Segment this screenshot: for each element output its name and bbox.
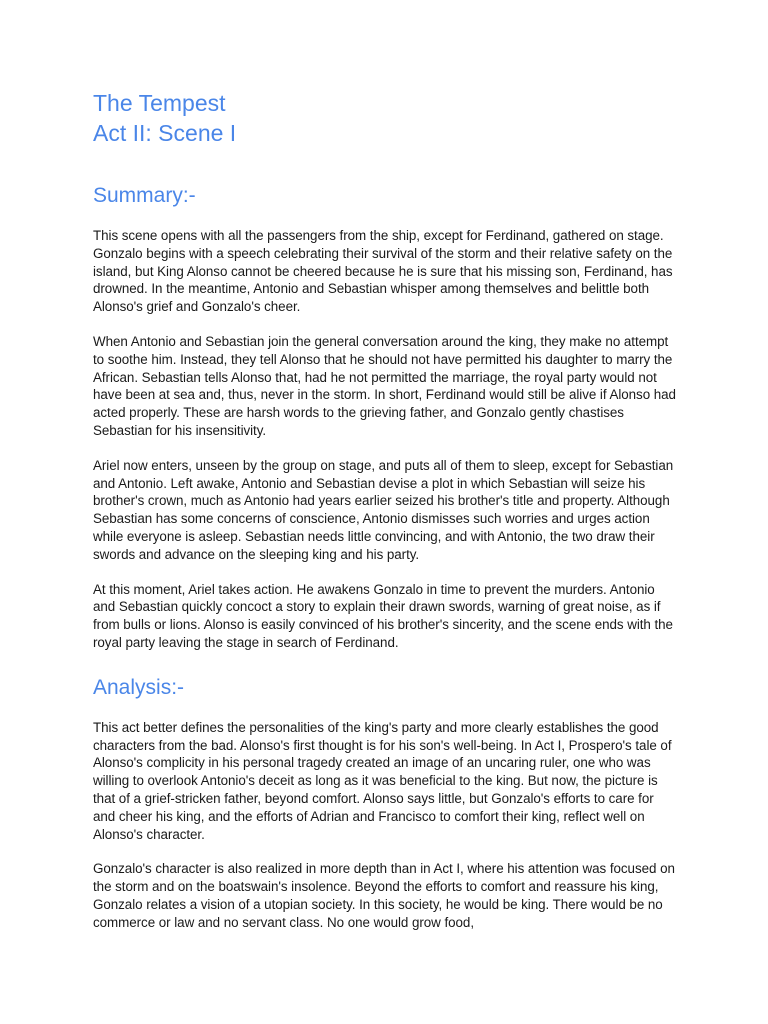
summary-paragraph: Ariel now enters, unseen by the group on stage, and puts all of them to sleep, except for Sebastian and Antonio. Left awake, Antonio and Sebastian devise a plot in which Sebastian will seize his brother's crown, much as Antonio had years earlier seized his brother's title and property. Although Sebastian has some concerns of conscience, Antonio dismisses such worries and urges action while everyone is asleep. Sebastian needs little convincing, and with Antonio, the two draw their swords and advance on the sleeping king and his party.: [93, 457, 674, 562]
analysis-paragraph: This act better defines the personalities of the king's party and more clearly establishes the good characters from the bad. Alonso's first thought is for his son's well-being. In Act I, Prospero's tale of Alonso's complicity in his personal tragedy created an image of an uncaring ruler, one who was willing to overlook Antonio's deceit as long as it was beneficial to the king. But now, the picture is that of a grief-stricken father, beyond comfort. Alonso says little, but Gonzalo's efforts to care for and cheer his king, and the efforts of Adrian and Francisco to comfort their king, reflect well on Alonso's character.: [93, 719, 672, 842]
analysis-paragraph: Gonzalo's character is also realized in more depth than in Act I, where his attention was focused on the storm and on the boatswain's insolence. Beyond the efforts to comfort and reassure his king, Gonzalo relates a vision of a utopian society. In this society, he would be king. There would be no commerce or law and no servant class. No one would grow food,: [93, 861, 675, 930]
document-title: The Tempest: [93, 90, 226, 116]
summary-paragraph: When Antonio and Sebastian join the general conversation around the king, they make no attempt to soothe him. Instead, they tell Alonso that he should not have permitted his daughter to marry the African. Sebastian tells Alonso that, had he not permitted the marriage, the royal party would not have been at sea and, thus, never in the storm. In short, Ferdinand would still be alive if Alonso had acted properly. These are harsh words to the grieving father, and Gonzalo gently chastises Sebastian for his insensitivity.: [93, 333, 676, 438]
analysis-heading: Analysis:-: [93, 675, 185, 699]
summary-paragraph: This scene opens with all the passengers from the ship, except for Ferdinand, gathered on stage. Gonzalo begins with a speech celebrating their survival of the storm and their relative safety on the island, but King Alonso cannot be cheered because he is sure that his missing son, Ferdinand, has drowned. In the meantime, Antonio and Sebastian whisper among themselves and belittle both Alonso's grief and Gonzalo's cheer.: [93, 228, 673, 315]
summary-paragraph: At this moment, Ariel takes action. He awakens Gonzalo in time to prevent the murders. Antonio and Sebastian quickly concoct a story to explain their drawn swords, warning of great noise, as if from bulls or lions. Alonso is easily convinced of his brother's sincerity, and the scene ends with the royal party leaving the stage in search of Ferdinand.: [93, 581, 673, 650]
document-page: [93, 88, 678, 932]
summary-heading: Summary:-: [93, 184, 196, 207]
document-subtitle: Act II: Scene I: [93, 120, 237, 146]
